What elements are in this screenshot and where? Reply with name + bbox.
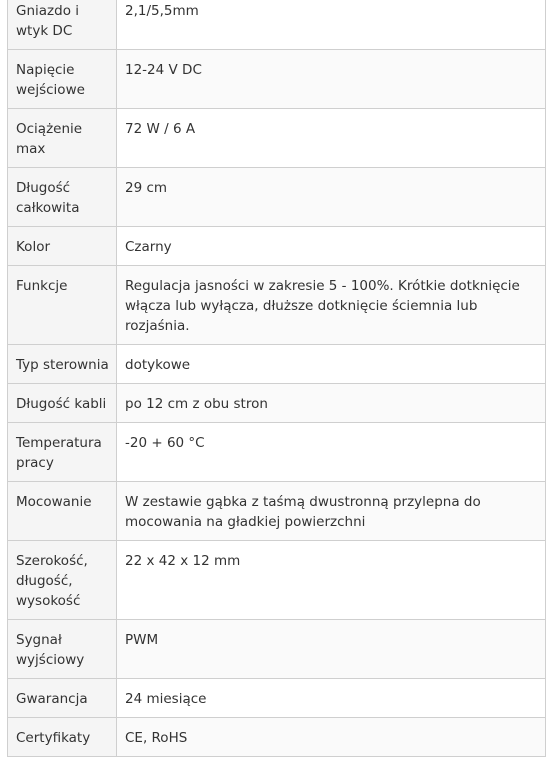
spec-row-color [8, 227, 546, 266]
spec-label: Certyfikaty [8, 718, 117, 757]
spec-value: 22 x 42 x 12 mm [117, 541, 546, 620]
spec-label: Gwarancja [8, 679, 117, 718]
spec-row-cable-length [8, 384, 546, 423]
spec-value: -20 + 60 °C [117, 423, 546, 482]
spec-label: Kolor [8, 227, 117, 266]
spec-label: Szerokość, długość, wysokość [8, 541, 117, 620]
spec-row-dc-socket [8, 0, 546, 50]
spec-label: Typ sterownia [8, 345, 117, 384]
spec-value: 24 miesiące [117, 679, 546, 718]
spec-label: Napięcie wejściowe [8, 50, 117, 109]
spec-value: CE, RoHS [117, 718, 546, 757]
spec-label: Długość kabli [8, 384, 117, 423]
spec-value: 2,1/5,5mm [117, 0, 546, 50]
spec-label: Gniazdo i wtyk DC [8, 0, 117, 50]
spec-row-control-type [8, 345, 546, 384]
spec-label: Mocowanie [8, 482, 117, 541]
spec-label: Sygnał wyjściowy [8, 620, 117, 679]
spec-value: PWM [117, 620, 546, 679]
spec-value: Regulacja jasności w zakresie 5 - 100%. Krótkie dotknięcie włącza lub wyłącza, dłuższe dotknięcie ściemnia lub rozjaśnia. [117, 266, 546, 345]
spec-row-total-length [8, 168, 546, 227]
spec-label: Funkcje [8, 266, 117, 345]
spec-value: Czarny [117, 227, 546, 266]
spec-value: 29 cm [117, 168, 546, 227]
spec-row-mounting [8, 482, 546, 541]
spec-row-certificates [8, 718, 546, 757]
spec-row-input-voltage [8, 50, 546, 109]
spec-row-dimensions [8, 541, 546, 620]
spec-row-max-load [8, 109, 546, 168]
spec-value: 72 W / 6 A [117, 109, 546, 168]
spec-row-output-signal [8, 620, 546, 679]
spec-row-operating-temperature [8, 423, 546, 482]
spec-row-functions [8, 266, 546, 345]
spec-value: 12-24 V DC [117, 50, 546, 109]
spec-value: po 12 cm z obu stron [117, 384, 546, 423]
spec-value: W zestawie gąbka z taśmą dwustronną przylepna do mocowania na gładkiej powierzchni [117, 482, 546, 541]
spec-label: Temperatura pracy [8, 423, 117, 482]
spec-row-warranty [8, 679, 546, 718]
spec-label: Ociążenie max [8, 109, 117, 168]
spec-label: Długość całkowita [8, 168, 117, 227]
spec-value: dotykowe [117, 345, 546, 384]
specifications-table [7, 0, 546, 757]
